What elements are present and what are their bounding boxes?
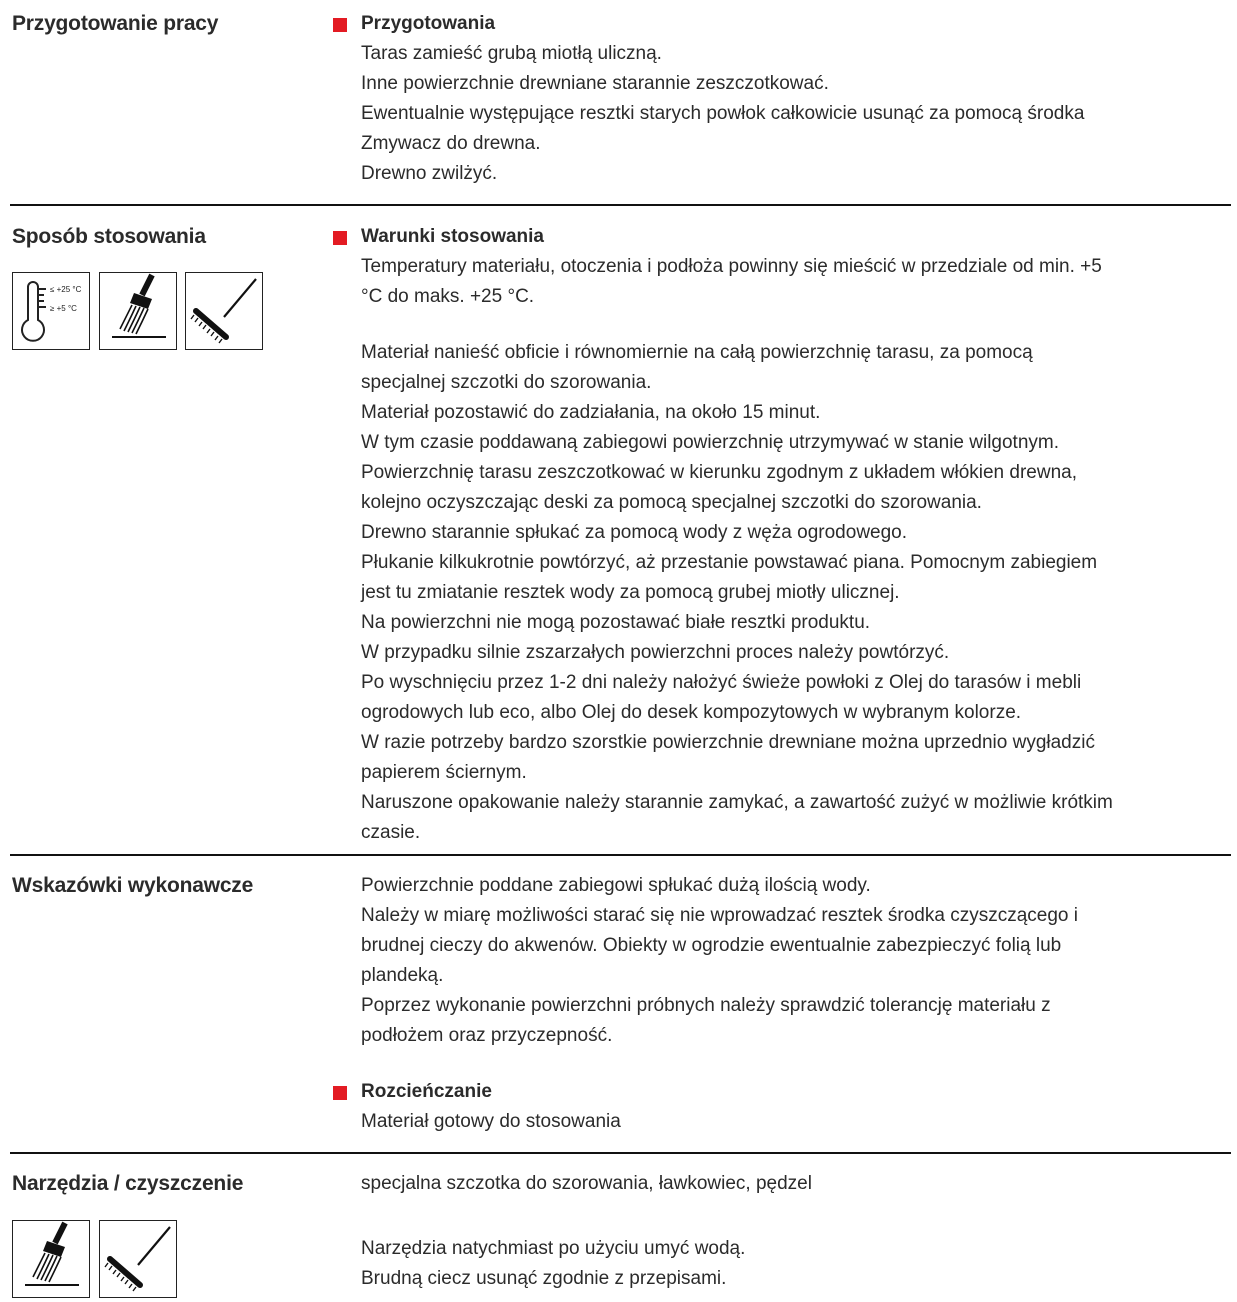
text-line: W tym czasie poddawaną zabiegowi powierzchnię utrzymywać w stanie wilgotnym. [361,432,1060,453]
text-line: Taras zamieść grubą miotłą uliczną. [361,43,662,64]
text-line: Narzędzia natychmiast po użyciu umyć wodą. [361,1238,746,1259]
red-square-bullet-icon [333,1086,347,1100]
red-square-bullet-icon [333,231,347,245]
text-line: podłożem oraz przyczepność. [361,1025,613,1046]
text-line: papierem ściernym. [361,762,527,783]
text-line: Materiał gotowy do stosowania [361,1111,621,1132]
section-divider [10,1152,1231,1154]
section-divider [10,854,1231,856]
text-line: Powierzchnię tarasu zeszczotkować w kierunku zgodnym z układem włókien drewna, [361,462,1077,483]
text-line: Materiał pozostawić do zadziałania, na około 15 minut. [361,402,821,423]
max-temp-label: ≤ +25 °C [50,285,82,294]
section-label: Narzędzia / czyszczenie [12,1172,244,1195]
subsection-heading: Rozcieńczanie [361,1077,1221,1107]
section-label: Wskazówki wykonawcze [12,874,254,897]
subsection-heading: Warunki stosowania [361,222,1221,252]
text-line: Po wyschnięciu przez 1-2 dni należy nałożyć świeże powłoki z Olej do tarasów i mebli [361,672,1082,693]
text-line: Naruszone opakowanie należy starannie zamykać, a zawartość zużyć w możliwie krótkim [361,792,1113,813]
text-line: Zmywacz do drewna. [361,133,541,154]
broom-icon [185,272,263,350]
text-line: Drewno starannie spłukać za pomocą wody z węża ogrodowego. [361,522,908,543]
brush-icon [99,272,177,350]
section-label: Przygotowanie pracy [12,12,219,35]
text-line: Brudną ciecz usunąć zgodnie z przepisami. [361,1268,727,1289]
section-content [361,871,1221,1137]
text-line: Materiał nanieść obficie i równomiernie na całą powierzchnię tarasu, za pomocą [361,342,1033,363]
section-content [361,222,1221,848]
text-line: W przypadku silnie zszarzałych powierzchni proces należy powtórzyć. [361,642,950,663]
text-line: Ewentualnie występujące resztki starych powłok całkowicie usunąć za pomocą środka [361,103,1085,124]
text-line: brudnej cieczy do akwenów. Obiekty w ogrodzie ewentualnie zabezpieczyć folią lub [361,935,1062,956]
text-line: specjalna szczotka do szorowania, ławkowiec, pędzel [361,1173,812,1194]
text-line: Płukanie kilkukrotnie powtórzyć, aż przestanie powstawać piana. Pomocnym zabiegiem [361,552,1098,573]
section-content [361,1169,1221,1294]
text-line: Drewno zwilżyć. [361,163,498,184]
text-line: °C do maks. +25 °C. [361,286,535,307]
section-content [361,9,1221,189]
text-line: Inne powierzchnie drewniane starannie zeszczotkować. [361,73,829,94]
thermometer-icon [12,272,90,350]
text-line: Należy w miarę możliwości starać się nie wprowadzać resztek środka czyszczącego i [361,905,1078,926]
text-line: Poprzez wykonanie powierzchni próbnych należy sprawdzić tolerancję materiału z [361,995,1051,1016]
subsection-heading: Przygotowania [361,9,1221,39]
text-line: Na powierzchni nie mogą pozostawać białe resztki produktu. [361,612,871,633]
text-line: W razie potrzeby bardzo szorstkie powierzchnie drewniane można uprzednio wygładzić [361,732,1095,753]
brush-icon [12,1220,90,1298]
min-temp-label: ≥ +5 °C [50,304,77,313]
section-divider [10,204,1231,206]
text-line: kolejno oczyszczając deski za pomocą specjalnej szczotki do szorowania. [361,492,982,513]
text-line: plandeką. [361,965,444,986]
red-square-bullet-icon [333,18,347,32]
text-line: ogrodowych lub eco, albo Olej do desek kompozytowych w wybranym kolorze. [361,702,1022,723]
text-line: jest tu zmiatanie resztek wody za pomocą grubej miotły ulicznej. [361,582,900,603]
broom-icon [99,1220,177,1298]
text-line: Powierzchnie poddane zabiegowi spłukać dużą ilością wody. [361,875,871,896]
text-line: czasie. [361,822,421,843]
text-line: specjalnej szczotki do szorowania. [361,372,652,393]
section-label: Sposób stosowania [12,225,206,248]
text-line: Temperatury materiału, otoczenia i podłoża powinny się mieścić w przedziale od min. +5 [361,256,1102,277]
